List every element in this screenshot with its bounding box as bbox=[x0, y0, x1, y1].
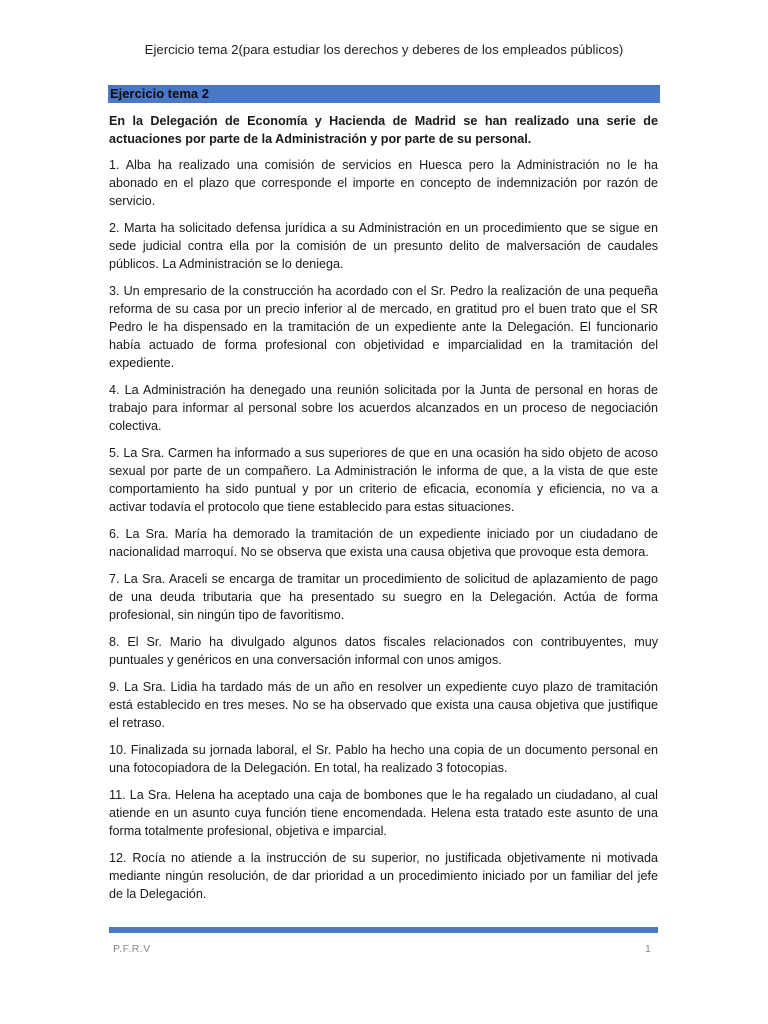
exercise-item-7: 7. La Sra. Araceli se encarga de tramitar un procedimiento de solicitud de aplazamiento de pago de una deuda tributaria que ha presentado su suegro en la Delegación. Actúa de forma profesional, sin ningún tipo de favoritismo. bbox=[109, 572, 658, 622]
exercise-item-12: 12. Rocía no atiende a la instrucción de su superior, no justificada objetivamente ni motivada mediante ningún resolución, de dar prioridad a un procedimiento iniciado por un familiar del jefe de la Delegación. bbox=[109, 851, 658, 901]
exercise-item-3: 3. Un empresario de la construcción ha acordado con el Sr. Pedro la realización de una pequeña reforma de su casa por un precio inferior al de mercado, en gratitud pro el buen trato que el SR Pedro le ha dispensado en la tramitación de un expediente ante la Delegación. El funcionario había actuado de forma profesional con objetividad e imparcialidad en la tramitación del expediente. bbox=[109, 284, 658, 370]
exercise-item-5: 5. La Sra. Carmen ha informado a sus superiores de que en una ocasión ha sido objeto de acoso sexual por parte de un compañero. La Administración le informa de que, a la vista de que este comportamiento ha sido puntual y por un criterio de eficacia, economía y eficiencia, no va a activar todavía el protocolo que tiene establecido para estas situaciones. bbox=[109, 446, 658, 514]
exercise-item-11: 11. La Sra. Helena ha aceptado una caja de bombones que le ha regalado un ciudadano, al cual atiende en un asunto cuya función tiene encomendada. Helena esta tratado este asunto de una forma totalmente profesional, objetiva e imparcial. bbox=[109, 788, 658, 838]
exercise-item-4: 4. La Administración ha denegado una reunión solicitada por la Junta de personal en horas de trabajo para informar al personal sobre los acuerdos alcanzados en un proceso de negociación colectiva. bbox=[109, 383, 658, 433]
section-heading: Ejercicio tema 2 bbox=[110, 86, 209, 101]
footer-divider bbox=[109, 927, 658, 933]
page-number: 1 bbox=[645, 943, 651, 955]
exercise-item-9: 9. La Sra. Lidia ha tardado más de un año en resolver un expediente cuyo plazo de tramitación está establecido en tres meses. No se ha observado que exista una causa objetiva que justifique el retraso. bbox=[109, 680, 658, 730]
exercise-item-6: 6. La Sra. María ha demorado la tramitación de un expediente iniciado por un ciudadano de nacionalidad marroquí. No se observa que exista una causa objetiva que provoque esta demora. bbox=[109, 527, 658, 559]
exercise-item-2: 2. Marta ha solicitado defensa jurídica a su Administración en un procedimiento que se sigue en sede judicial contra ella por la comisión de un presunto delito de malversación de caudales públicos. La Administración se lo deniega. bbox=[109, 221, 658, 271]
section-heading-bar bbox=[108, 85, 660, 103]
document-body bbox=[109, 112, 658, 912]
exercise-item-8: 8. El Sr. Mario ha divulgado algunos datos fiscales relacionados con contribuyentes, muy puntuales y genéricos en una conversación informal con unos amigos. bbox=[109, 635, 658, 667]
page-header: Ejercicio tema 2(para estudiar los derechos y deberes de los empleados públicos) bbox=[144, 42, 624, 57]
exercise-item-10: 10. Finalizada su jornada laboral, el Sr. Pablo ha hecho una copia de un documento personal en una fotocopiadora de la Delegación. En total, ha realizado 3 fotocopias. bbox=[109, 743, 658, 775]
intro-paragraph: En la Delegación de Economía y Hacienda de Madrid se han realizado una serie de actuaciones por parte de la Administración y por parte de su personal. bbox=[109, 114, 658, 146]
footer-author: P.F.R.V bbox=[113, 943, 151, 955]
exercise-item-1: 1. Alba ha realizado una comisión de servicios en Huesca pero la Administración no le ha abonado en el plazo que corresponde el importe en concepto de indemnización por razón de servicio. bbox=[109, 158, 658, 208]
